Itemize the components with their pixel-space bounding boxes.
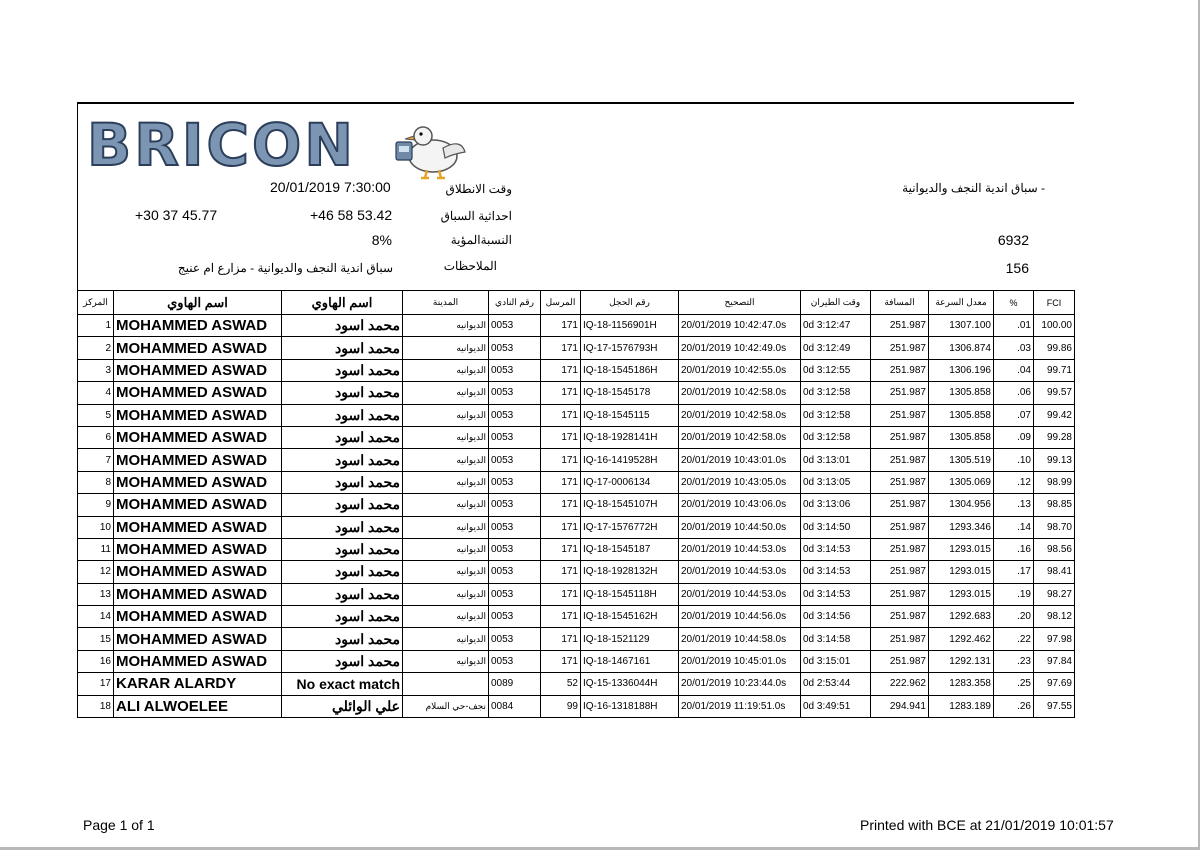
speed-cell: 1283.358 (929, 673, 994, 695)
fancier-name-cell: MOHAMMED ASWAD (114, 561, 282, 583)
fancier-ar-name-cell: محمد اسود (282, 471, 403, 493)
clock-cell: 20/01/2019 10:42:58.0s (679, 426, 801, 448)
percent-cell: .22 (994, 628, 1034, 650)
percent-cell: .25 (994, 673, 1034, 695)
percent-cell: .04 (994, 359, 1034, 381)
fci-cell: 97.55 (1034, 695, 1075, 717)
fancier-name-cell: MOHAMMED ASWAD (114, 359, 282, 381)
flight-cell: 0d 3:49:51 (801, 695, 871, 717)
clock-cell: 20/01/2019 10:44:53.0s (679, 561, 801, 583)
notes-label: الملاحظات (443, 259, 497, 273)
fancier-name-cell: MOHAMMED ASWAD (114, 426, 282, 448)
clock-cell: 20/01/2019 10:42:47.0s (679, 315, 801, 337)
distance-cell: 251.987 (871, 606, 929, 628)
flight-cell: 0d 3:14:56 (801, 606, 871, 628)
table-row (78, 650, 1075, 672)
fancier-name-cell: MOHAMMED ASWAD (114, 337, 282, 359)
coordinate-a: +30 37 45.77 (135, 207, 218, 223)
fancier-name-cell: MOHAMMED ASWAD (114, 315, 282, 337)
flight-cell: 0d 3:14:53 (801, 538, 871, 560)
club-cell: 0053 (489, 538, 541, 560)
ring-cell: IQ-18-1156901H (581, 315, 679, 337)
city-cell: الديوانيه (403, 561, 489, 583)
clock-cell: 20/01/2019 11:19:51.0s (679, 695, 801, 717)
col-distance-header: المسافة (871, 291, 929, 315)
page-number: Page 1 of 1 (83, 817, 155, 833)
fancier-ar-name-cell: محمد اسود (282, 538, 403, 560)
sent-cell: 171 (541, 426, 581, 448)
ring-cell: IQ-17-1576793H (581, 337, 679, 359)
club-cell: 0053 (489, 426, 541, 448)
distance-cell: 251.987 (871, 494, 929, 516)
col-club-header: رقم النادي (489, 291, 541, 315)
col-ring-header: رقم الحجل (581, 291, 679, 315)
rank-cell: 15 (78, 628, 114, 650)
clock-cell: 20/01/2019 10:44:56.0s (679, 606, 801, 628)
clock-cell: 20/01/2019 10:42:55.0s (679, 359, 801, 381)
flight-cell: 0d 3:12:58 (801, 382, 871, 404)
club-cell: 0053 (489, 494, 541, 516)
distance-cell: 251.987 (871, 404, 929, 426)
ring-cell: IQ-18-1545107H (581, 494, 679, 516)
speed-cell: 1304.956 (929, 494, 994, 516)
city-cell: الديوانيه (403, 494, 489, 516)
table-row (78, 673, 1075, 695)
fancier-name-cell: MOHAMMED ASWAD (114, 471, 282, 493)
fancier-ar-name-cell: No exact match (282, 673, 403, 695)
fancier-name-cell: MOHAMMED ASWAD (114, 606, 282, 628)
clock-cell: 20/01/2019 10:45:01.0s (679, 650, 801, 672)
start-time-value: 20/01/2019 7:30:00 (270, 179, 391, 195)
club-cell: 0053 (489, 359, 541, 381)
fci-cell: 99.42 (1034, 404, 1075, 426)
table-row (78, 561, 1075, 583)
birds-count: 6932 (997, 232, 1029, 248)
fancier-name-cell: MOHAMMED ASWAD (114, 494, 282, 516)
flight-cell: 0d 3:13:05 (801, 471, 871, 493)
percent-cell: .06 (994, 382, 1034, 404)
clock-cell: 20/01/2019 10:44:50.0s (679, 516, 801, 538)
percent-cell: .03 (994, 337, 1034, 359)
speed-cell: 1292.683 (929, 606, 994, 628)
percent-cell: .19 (994, 583, 1034, 605)
top-rule (77, 102, 1074, 104)
ring-cell: IQ-17-1576772H (581, 516, 679, 538)
fancier-ar-name-cell: محمد اسود (282, 382, 403, 404)
table-row (78, 516, 1075, 538)
table-row (78, 404, 1075, 426)
city-cell: الديوانيه (403, 315, 489, 337)
table-row (78, 449, 1075, 471)
fancier-ar-name-cell: محمد اسود (282, 426, 403, 448)
sent-cell: 52 (541, 673, 581, 695)
city-cell: الديوانيه (403, 538, 489, 560)
flight-cell: 0d 3:13:01 (801, 449, 871, 471)
ring-cell: IQ-18-1545178 (581, 382, 679, 404)
fci-cell: 99.71 (1034, 359, 1075, 381)
coordinate-b: +46 58 53.42 (310, 207, 393, 223)
speed-cell: 1292.131 (929, 650, 994, 672)
club-cell: 0053 (489, 516, 541, 538)
speed-cell: 1305.858 (929, 382, 994, 404)
city-cell: نجف-حي السلام (403, 695, 489, 717)
flight-cell: 0d 3:12:58 (801, 404, 871, 426)
fancier-name-cell: MOHAMMED ASWAD (114, 650, 282, 672)
percent-cell: .12 (994, 471, 1034, 493)
fancier-ar-name-cell: محمد اسود (282, 628, 403, 650)
fci-cell: 98.12 (1034, 606, 1075, 628)
ring-cell: IQ-18-1928141H (581, 426, 679, 448)
rank-cell: 7 (78, 449, 114, 471)
fancier-ar-name-cell: محمد اسود (282, 583, 403, 605)
fancier-name-cell: MOHAMMED ASWAD (114, 583, 282, 605)
report-page (77, 102, 1074, 732)
clock-cell: 20/01/2019 10:44:58.0s (679, 628, 801, 650)
distance-cell: 251.987 (871, 628, 929, 650)
rank-cell: 11 (78, 538, 114, 560)
fancier-ar-name-cell: محمد اسود (282, 606, 403, 628)
fancier-ar-name-cell: محمد اسود (282, 337, 403, 359)
ring-cell: IQ-18-1467161 (581, 650, 679, 672)
col-sent-header: المرسل (541, 291, 581, 315)
ring-cell: IQ-15-1336044H (581, 673, 679, 695)
city-cell: الديوانيه (403, 337, 489, 359)
table-row (78, 695, 1075, 717)
rank-cell: 18 (78, 695, 114, 717)
distance-cell: 251.987 (871, 337, 929, 359)
club-cell: 0053 (489, 449, 541, 471)
club-cell: 0053 (489, 315, 541, 337)
ring-cell: IQ-18-1545187 (581, 538, 679, 560)
city-cell: الديوانيه (403, 606, 489, 628)
logo-text: BRICON (87, 111, 356, 179)
rank-cell: 4 (78, 382, 114, 404)
col-fancier-header: اسم الهاوي (114, 291, 282, 315)
flight-cell: 0d 3:15:01 (801, 650, 871, 672)
rank-cell: 9 (78, 494, 114, 516)
club-cell: 0084 (489, 695, 541, 717)
percent-value: 8% (371, 232, 392, 248)
table-row (78, 606, 1075, 628)
rank-cell: 5 (78, 404, 114, 426)
left-rule (77, 102, 78, 295)
distance-cell: 251.987 (871, 449, 929, 471)
club-cell: 0089 (489, 673, 541, 695)
city-cell: الديوانيه (403, 359, 489, 381)
col-city-header: المدينة (403, 291, 489, 315)
club-cell: 0053 (489, 650, 541, 672)
fci-cell: 98.56 (1034, 538, 1075, 560)
flight-cell: 0d 3:14:53 (801, 583, 871, 605)
fci-cell: 98.70 (1034, 516, 1075, 538)
race-name: - سباق اندية النجف والديوانية (902, 181, 1045, 195)
clock-cell: 20/01/2019 10:23:44.0s (679, 673, 801, 695)
sent-cell: 171 (541, 471, 581, 493)
city-cell: الديوانيه (403, 516, 489, 538)
percent-cell: .26 (994, 695, 1034, 717)
percent-cell: .10 (994, 449, 1034, 471)
speed-cell: 1293.346 (929, 516, 994, 538)
flight-cell: 0d 3:12:55 (801, 359, 871, 381)
fci-cell: 98.99 (1034, 471, 1075, 493)
flight-cell: 0d 3:12:58 (801, 426, 871, 448)
city-cell: الديوانيه (403, 583, 489, 605)
fci-cell: 97.98 (1034, 628, 1075, 650)
fci-cell: 99.28 (1034, 426, 1075, 448)
col-rank-header: المركز (78, 291, 114, 315)
fancier-name-cell: MOHAMMED ASWAD (114, 516, 282, 538)
speed-cell: 1292.462 (929, 628, 994, 650)
speed-cell: 1305.858 (929, 404, 994, 426)
distance-cell: 251.987 (871, 315, 929, 337)
fancier-ar-name-cell: علي الوائلي (282, 695, 403, 717)
sent-cell: 99 (541, 695, 581, 717)
rank-cell: 13 (78, 583, 114, 605)
club-cell: 0053 (489, 583, 541, 605)
club-cell: 0053 (489, 382, 541, 404)
sent-cell: 171 (541, 538, 581, 560)
table-row (78, 315, 1075, 337)
col-flight-header: وقت الطيران (801, 291, 871, 315)
sent-cell: 171 (541, 516, 581, 538)
sent-cell: 171 (541, 606, 581, 628)
flight-cell: 0d 2:53:44 (801, 673, 871, 695)
printed-with: Printed with BCE at 21/01/2019 10:01:57 (860, 817, 1114, 833)
percent-label: النسبةالمؤية (450, 233, 512, 247)
sent-cell: 171 (541, 561, 581, 583)
flight-cell: 0d 3:12:49 (801, 337, 871, 359)
ring-cell: IQ-18-1545118H (581, 583, 679, 605)
col-speed-header: معدل السرعة (929, 291, 994, 315)
fci-cell: 97.84 (1034, 650, 1075, 672)
distance-cell: 251.987 (871, 471, 929, 493)
fancier-name-cell: MOHAMMED ASWAD (114, 404, 282, 426)
flight-cell: 0d 3:14:53 (801, 561, 871, 583)
table-row (78, 538, 1075, 560)
distance-cell: 222.962 (871, 673, 929, 695)
speed-cell: 1293.015 (929, 561, 994, 583)
fancier-name-cell: ALI ALWOELEE (114, 695, 282, 717)
flight-cell: 0d 3:14:50 (801, 516, 871, 538)
speed-cell: 1306.874 (929, 337, 994, 359)
fancier-ar-name-cell: محمد اسود (282, 404, 403, 426)
percent-cell: .23 (994, 650, 1034, 672)
bricon-logo (87, 111, 467, 179)
fancier-name-cell: MOHAMMED ASWAD (114, 382, 282, 404)
city-cell: الديوانيه (403, 471, 489, 493)
percent-cell: .14 (994, 516, 1034, 538)
percent-cell: .20 (994, 606, 1034, 628)
flight-cell: 0d 3:14:58 (801, 628, 871, 650)
clock-cell: 20/01/2019 10:42:58.0s (679, 382, 801, 404)
fci-cell: 99.57 (1034, 382, 1075, 404)
ring-cell: IQ-16-1419528H (581, 449, 679, 471)
rank-cell: 12 (78, 561, 114, 583)
clock-cell: 20/01/2019 10:42:49.0s (679, 337, 801, 359)
rank-cell: 2 (78, 337, 114, 359)
distance-cell: 251.987 (871, 382, 929, 404)
sent-cell: 171 (541, 650, 581, 672)
club-cell: 0053 (489, 561, 541, 583)
fancier-ar-name-cell: محمد اسود (282, 449, 403, 471)
speed-cell: 1293.015 (929, 583, 994, 605)
fancier-ar-name-cell: محمد اسود (282, 494, 403, 516)
fancier-name-cell: MOHAMMED ASWAD (114, 628, 282, 650)
city-cell: الديوانيه (403, 650, 489, 672)
club-cell: 0053 (489, 471, 541, 493)
table-row (78, 359, 1075, 381)
sent-cell: 171 (541, 494, 581, 516)
results-table (77, 290, 1075, 718)
col-clock-header: التصحيح (679, 291, 801, 315)
club-cell: 0053 (489, 337, 541, 359)
fancier-ar-name-cell: محمد اسود (282, 561, 403, 583)
distance-cell: 251.987 (871, 426, 929, 448)
ring-cell: IQ-18-1545186H (581, 359, 679, 381)
percent-cell: .09 (994, 426, 1034, 448)
distance-cell: 294.941 (871, 695, 929, 717)
clock-cell: 20/01/2019 10:43:06.0s (679, 494, 801, 516)
speed-cell: 1305.519 (929, 449, 994, 471)
city-cell: الديوانيه (403, 449, 489, 471)
club-cell: 0053 (489, 606, 541, 628)
speed-cell: 1305.069 (929, 471, 994, 493)
table-header-row (78, 291, 1075, 315)
percent-cell: .07 (994, 404, 1034, 426)
start-time-label: وقت الانطلاق (445, 182, 512, 196)
percent-cell: .16 (994, 538, 1034, 560)
notes-value: سباق اندية النجف والديوانية - مزارع ام عنيج (177, 261, 393, 275)
sent-cell: 171 (541, 628, 581, 650)
sent-cell: 171 (541, 449, 581, 471)
percent-cell: .01 (994, 315, 1034, 337)
clock-cell: 20/01/2019 10:44:53.0s (679, 538, 801, 560)
speed-cell: 1283.189 (929, 695, 994, 717)
rank-cell: 17 (78, 673, 114, 695)
clock-cell: 20/01/2019 10:44:53.0s (679, 583, 801, 605)
fci-cell: 98.85 (1034, 494, 1075, 516)
distance-cell: 251.987 (871, 561, 929, 583)
sent-cell: 171 (541, 359, 581, 381)
table-row (78, 583, 1075, 605)
clock-cell: 20/01/2019 10:42:58.0s (679, 404, 801, 426)
rank-cell: 10 (78, 516, 114, 538)
ring-cell: IQ-18-1545162H (581, 606, 679, 628)
fci-cell: 99.13 (1034, 449, 1075, 471)
fancier-ar-name-cell: محمد اسود (282, 315, 403, 337)
table-row (78, 337, 1075, 359)
city-cell: الديوانيه (403, 404, 489, 426)
fci-cell: 97.69 (1034, 673, 1075, 695)
speed-cell: 1307.100 (929, 315, 994, 337)
clock-cell: 20/01/2019 10:43:01.0s (679, 449, 801, 471)
fci-cell: 99.86 (1034, 337, 1075, 359)
speed-cell: 1306.196 (929, 359, 994, 381)
ring-cell: IQ-18-1928132H (581, 561, 679, 583)
table-row (78, 426, 1075, 448)
percent-cell: .17 (994, 561, 1034, 583)
table-row (78, 471, 1075, 493)
city-cell (403, 673, 489, 695)
sent-cell: 171 (541, 583, 581, 605)
pigeon-mascot-icon (383, 120, 468, 180)
table-row (78, 628, 1075, 650)
sent-cell: 171 (541, 337, 581, 359)
fancier-ar-name-cell: محمد اسود (282, 359, 403, 381)
rank-cell: 1 (78, 315, 114, 337)
fanciers-count: 156 (1005, 260, 1029, 276)
rank-cell: 8 (78, 471, 114, 493)
ring-cell: IQ-16-1318188H (581, 695, 679, 717)
clock-cell: 20/01/2019 10:43:05.0s (679, 471, 801, 493)
fancier-ar-name-cell: محمد اسود (282, 650, 403, 672)
col-fci-header: FCI (1034, 291, 1075, 315)
coordinates-label: احداثية السباق (440, 209, 512, 223)
distance-cell: 251.987 (871, 516, 929, 538)
fci-cell: 98.41 (1034, 561, 1075, 583)
ring-cell: IQ-17-0006134 (581, 471, 679, 493)
table-row (78, 494, 1075, 516)
fancier-name-cell: KARAR ALARDY (114, 673, 282, 695)
distance-cell: 251.987 (871, 538, 929, 560)
club-cell: 0053 (489, 404, 541, 426)
ring-cell: IQ-18-1545115 (581, 404, 679, 426)
col-percent-header: % (994, 291, 1034, 315)
sent-cell: 171 (541, 404, 581, 426)
fci-cell: 100.00 (1034, 315, 1075, 337)
city-cell: الديوانيه (403, 382, 489, 404)
percent-cell: .13 (994, 494, 1034, 516)
rank-cell: 16 (78, 650, 114, 672)
fancier-ar-name-cell: محمد اسود (282, 516, 403, 538)
ring-cell: IQ-18-1521129 (581, 628, 679, 650)
fci-cell: 98.27 (1034, 583, 1075, 605)
flight-cell: 0d 3:13:06 (801, 494, 871, 516)
distance-cell: 251.987 (871, 650, 929, 672)
distance-cell: 251.987 (871, 359, 929, 381)
speed-cell: 1305.858 (929, 426, 994, 448)
club-cell: 0053 (489, 628, 541, 650)
rank-cell: 3 (78, 359, 114, 381)
speed-cell: 1293.015 (929, 538, 994, 560)
rank-cell: 14 (78, 606, 114, 628)
flight-cell: 0d 3:12:47 (801, 315, 871, 337)
sent-cell: 171 (541, 315, 581, 337)
city-cell: الديوانيه (403, 426, 489, 448)
fancier-name-cell: MOHAMMED ASWAD (114, 449, 282, 471)
col-fancier-ar-header: اسم الهاوي (282, 291, 403, 315)
distance-cell: 251.987 (871, 583, 929, 605)
table-row (78, 382, 1075, 404)
city-cell: الديوانيه (403, 628, 489, 650)
fancier-name-cell: MOHAMMED ASWAD (114, 538, 282, 560)
sent-cell: 171 (541, 382, 581, 404)
rank-cell: 6 (78, 426, 114, 448)
